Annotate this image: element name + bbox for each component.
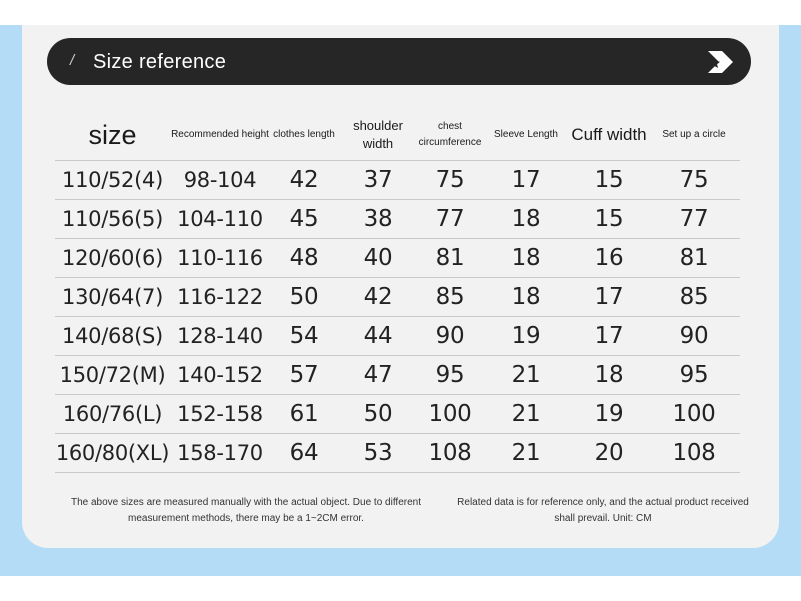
table-cell: 45 — [270, 200, 338, 239]
table-cell: 90 — [648, 317, 740, 356]
measurement-note: The above sizes are measured manually with the actual object. Due to different measurement methods, there may be a 1~2CM error. — [70, 497, 421, 524]
table-row — [55, 161, 740, 200]
column-header: clothes length — [270, 110, 338, 161]
table-cell: 108 — [648, 434, 740, 473]
table-cell: 95 — [418, 356, 482, 395]
table-cell: 42 — [270, 161, 338, 200]
table-cell: 47 — [338, 356, 418, 395]
column-header: Cuff width — [570, 110, 648, 161]
table-cell: 18 — [482, 278, 570, 317]
table-cell: 18 — [482, 200, 570, 239]
table-cell: 21 — [482, 395, 570, 434]
table-cell: 17 — [482, 161, 570, 200]
size-table-wrap — [55, 110, 740, 473]
table-cell: 50 — [338, 395, 418, 434]
size-cell: 120/60(6) — [55, 239, 170, 278]
table-row — [55, 200, 740, 239]
size-cell: 140/68(S) — [55, 317, 170, 356]
table-cell: 54 — [270, 317, 338, 356]
table-cell: 81 — [418, 239, 482, 278]
table-cell: 37 — [338, 161, 418, 200]
table-cell: 21 — [482, 356, 570, 395]
table-cell: 140-152 — [170, 356, 270, 395]
top-strip — [0, 0, 801, 25]
table-cell: 15 — [570, 200, 648, 239]
table-body — [55, 161, 740, 473]
table-cell: 75 — [418, 161, 482, 200]
table-cell: 64 — [270, 434, 338, 473]
table-cell: 104-110 — [170, 200, 270, 239]
table-cell: 15 — [570, 161, 648, 200]
table-row — [55, 278, 740, 317]
size-cell: 110/56(5) — [55, 200, 170, 239]
table-cell: 85 — [418, 278, 482, 317]
header-slash: / — [70, 52, 75, 69]
table-cell: 100 — [648, 395, 740, 434]
column-header: size — [55, 110, 170, 161]
table-cell: 116-122 — [170, 278, 270, 317]
size-cell: 150/72(M) — [55, 356, 170, 395]
table-cell: 19 — [482, 317, 570, 356]
size-cell: 130/64(7) — [55, 278, 170, 317]
table-row — [55, 356, 740, 395]
table-cell: 50 — [270, 278, 338, 317]
table-cell: 53 — [338, 434, 418, 473]
table-cell: 77 — [418, 200, 482, 239]
column-header: Recommended height — [170, 110, 270, 161]
table-cell: 44 — [338, 317, 418, 356]
table-cell: 158-170 — [170, 434, 270, 473]
table-cell: 17 — [570, 278, 648, 317]
column-header: Set up a circle — [648, 110, 740, 161]
table-cell: 108 — [418, 434, 482, 473]
table-cell: 61 — [270, 395, 338, 434]
table-row — [55, 317, 740, 356]
size-table — [55, 110, 740, 473]
table-cell: 98-104 — [170, 161, 270, 200]
table-cell: 17 — [570, 317, 648, 356]
table-row — [55, 434, 740, 473]
size-cell: 160/76(L) — [55, 395, 170, 434]
table-cell: 16 — [570, 239, 648, 278]
table-cell: 85 — [648, 278, 740, 317]
column-header: shoulder width — [338, 110, 418, 161]
table-cell: 21 — [482, 434, 570, 473]
table-row — [55, 395, 740, 434]
table-cell: 38 — [338, 200, 418, 239]
table-cell: 57 — [270, 356, 338, 395]
arrow-star-icon — [704, 48, 736, 81]
table-cell: 128-140 — [170, 317, 270, 356]
table-cell: 95 — [648, 356, 740, 395]
table-cell: 20 — [570, 434, 648, 473]
table-cell: 152-158 — [170, 395, 270, 434]
table-cell: 110-116 — [170, 239, 270, 278]
table-cell: 40 — [338, 239, 418, 278]
size-cell: 160/80(XL) — [55, 434, 170, 473]
table-cell: 19 — [570, 395, 648, 434]
size-cell: 110/52(4) — [55, 161, 170, 200]
table-cell: 18 — [482, 239, 570, 278]
column-header: chest circumference — [418, 110, 482, 161]
column-header: Sleeve Length — [482, 110, 570, 161]
table-header-row — [55, 110, 740, 161]
table-row — [55, 239, 740, 278]
table-cell: 75 — [648, 161, 740, 200]
table-cell: 90 — [418, 317, 482, 356]
table-cell: 42 — [338, 278, 418, 317]
page-title: Size reference — [93, 51, 227, 73]
table-cell: 18 — [570, 356, 648, 395]
reference-note: Related data is for reference only, and the actual product received shall prevail. Unit: CM — [457, 497, 749, 524]
table-cell: 81 — [648, 239, 740, 278]
table-cell: 77 — [648, 200, 740, 239]
table-cell: 100 — [418, 395, 482, 434]
table-cell: 48 — [270, 239, 338, 278]
